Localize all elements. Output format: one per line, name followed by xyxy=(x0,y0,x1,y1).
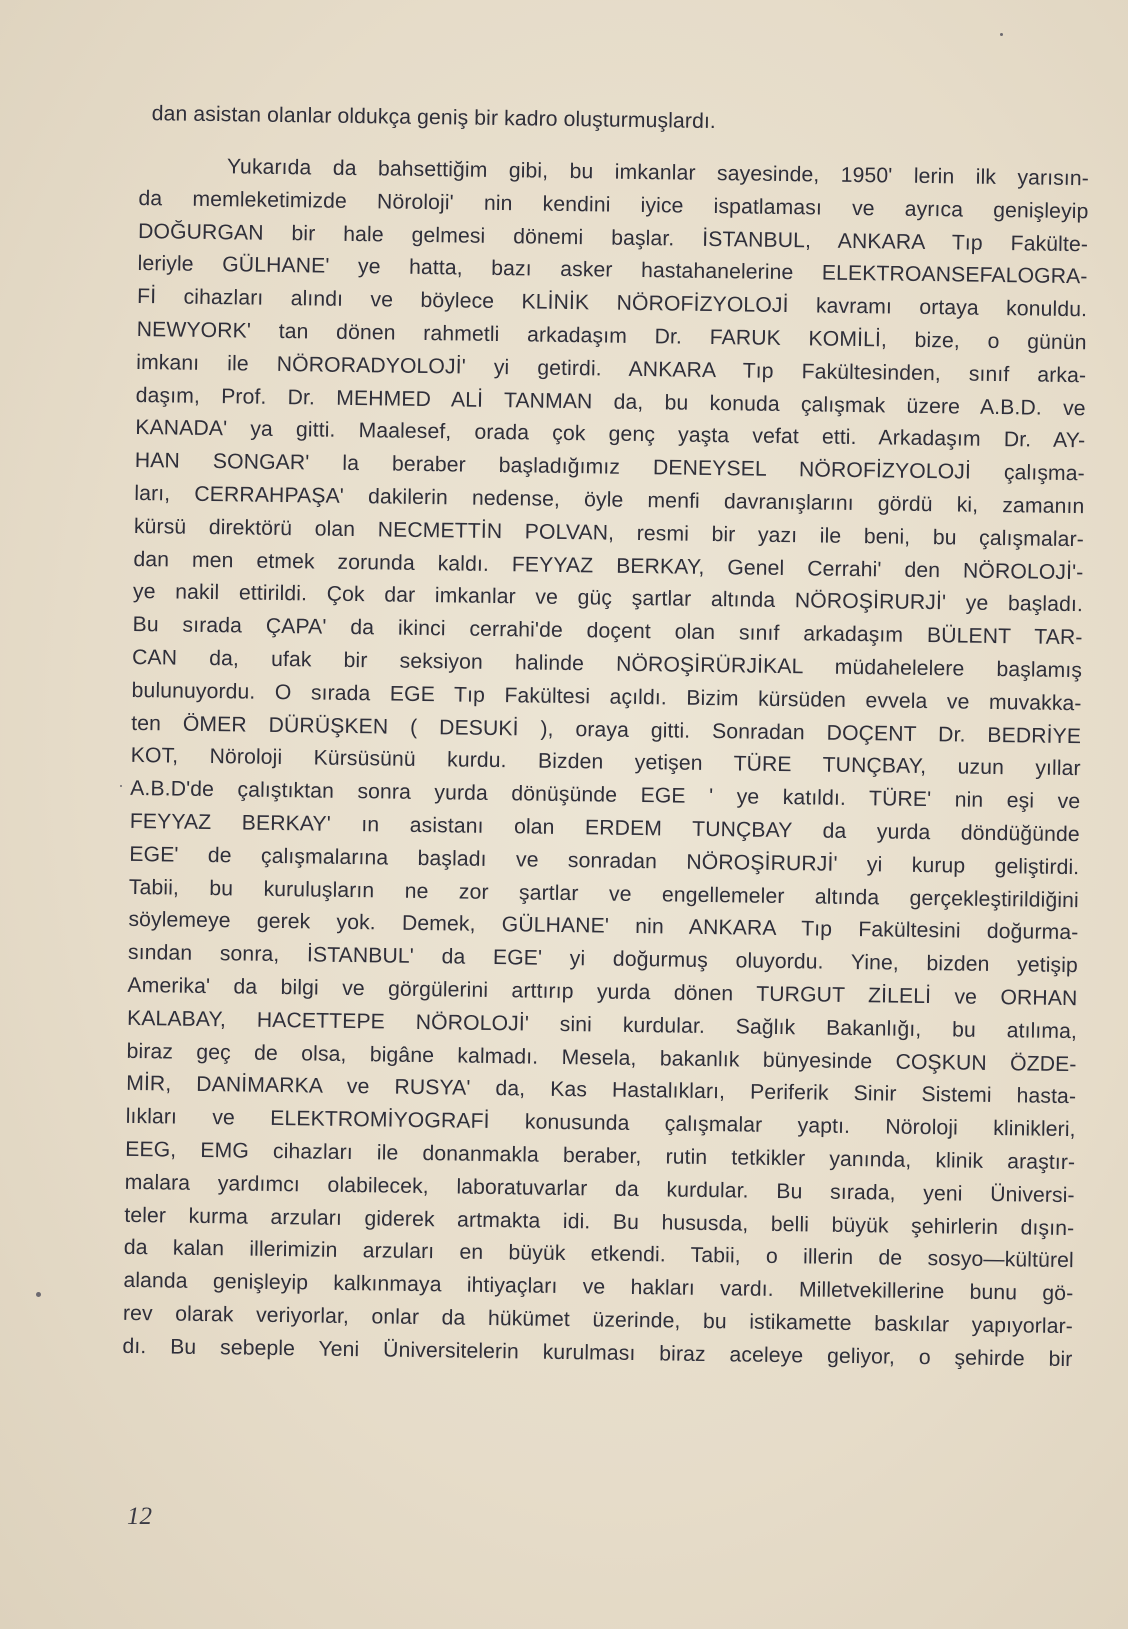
text-line: KANADA' ya gitti. Maalesef, orada çok genç yaşta vefat etti. Arkadaşım Dr. AY- xyxy=(135,416,1086,453)
text-line: dı. Bu sebeple Yeni Üniversitelerin kurulması biraz aceleye geliyor, o şehirde bir xyxy=(122,1334,1073,1371)
text-line: söylemeye gerek yok. Demek, GÜLHANE' nin ANKARA Tıp Fakültesini doğurma- xyxy=(128,908,1079,945)
text-line: FEYYAZ BERKAY' ın asistanı olan ERDEM TUNÇBAY da yurda döndüğünde xyxy=(129,809,1080,847)
text-line: sından sonra, İSTANBUL' da EGE' yi doğurmuş oluyordu. Yine, bizden yetişip xyxy=(127,941,1079,978)
text-line: lıkları ve ELEKTROMİYOGRAFİ konusunda çalışmalar yaptı. Nöroloji klinikleri, xyxy=(125,1105,1076,1142)
text-line: ye nakil ettirildi. Çok dar imkanlar ve güç şartlar altında NÖROŞİRURJİ' ye başladı. xyxy=(132,580,1084,617)
ink-speck xyxy=(120,785,122,787)
text-line: ları, CERRAHPAŞA' dakilerin nedense, öyle menfi davranışlarını gördü ki, zamanın xyxy=(134,481,1085,519)
text-line: DOĞURGAN bir hale gelmesi dönemi başlar. İSTANBUL, ANKARA Tıp Fakülte- xyxy=(137,219,1089,256)
text-line: leriyle GÜLHANE' ye hatta, bazı asker hastahanelerine ELEKTROANSEFALOGRA- xyxy=(137,252,1088,289)
text-line: Amerika' da bilgi ve görgülerini arttırıp yurda dönen TURGUT ZİLELİ ve ORHAN xyxy=(127,973,1078,1011)
paragraph xyxy=(122,150,1089,1377)
text-line: malara yardımcı olabilecek, laboratuvarlar da kurdular. Bu sırada, yeni Üniversi- xyxy=(124,1170,1075,1207)
text-line: biraz geç de olsa, bigâne kalmadı. Mesela, bakanlık bünyesinde COŞKUN ÖZDE- xyxy=(126,1039,1077,1076)
page-number: 12 xyxy=(127,1503,152,1530)
text-line: EEG, EMG cihazları ile donanmakla beraber, rutin tetkikler yanında, klinik araştır- xyxy=(125,1137,1076,1175)
text-line: KALABAY, HACETTEPE NÖROLOJİ' sini kurdular. Sağlık Bakanlığı, bu atılıma, xyxy=(126,1006,1078,1043)
text-line: Yukarıda da bahsettiğim gibi, bu imkanlar sayesinde, 1950' lerin ilk yarısın- xyxy=(226,155,1090,191)
text-line: EGE' de çalışmalarına başladı ve sonradan NÖROŞİRURJİ' yi kurup geliştirdi. xyxy=(129,842,1080,879)
text-line: alanda genişleyip kalkınmaya ihtiyaçları ve hakları vardı. Milletvekillerine bunu gö- xyxy=(123,1268,1074,1306)
text-line: CAN da, ufak bir seksiyon halinde NÖROŞİRÜRJİKAL müdahelelere başlamış xyxy=(131,645,1083,683)
text-line: dan men etmek zorunda kaldı. FEYYAZ BERKAY, Genel Cerrahi' den NÖROLOJİ'- xyxy=(133,547,1084,584)
text-line: da memleketimizde Nöroloji' nin kendini iyice ispatlaması ve ayrıca genişleyip xyxy=(138,186,1089,224)
text-line: Fİ cihazları alındı ve böylece KLİNİK NÖROFİZYOLOJİ kavramı ortaya konuldu. xyxy=(136,285,1088,322)
body-text xyxy=(122,92,1100,1371)
text-line: da kalan illerimizin arzuları en büyük etkendi. Tabii, o illerin de sosyo—kültürel xyxy=(123,1236,1074,1273)
continuation-line: dan asistan olanlar oldukça geniş bir kadro oluşturmuşlardı. xyxy=(151,102,717,134)
text-line: imkanı ile NÖRORADYOLOJİ' yi getirdi. ANKARA Tıp Fakültesinden, sınıf arka- xyxy=(136,350,1087,388)
ink-speck xyxy=(1000,33,1003,36)
text-line: daşım, Prof. Dr. MEHMED ALİ TANMAN da, bu konuda çalışmak üzere A.B.D. ve xyxy=(135,383,1086,420)
text-line: rev olarak veriyorlar, onlar da hükümet üzerinde, bu istikamette baskılar yapıyorlar- xyxy=(122,1301,1074,1339)
text-line: NEWYORK' tan dönen rahmetli arkadaşım Dr. FARUK KOMİLİ, bize, o günün xyxy=(136,317,1087,355)
text-line: kürsü direktörü olan NECMETTİN POLVAN, resmi bir yazı ile beni, bu çalışmalar- xyxy=(133,514,1085,551)
text-line: MİR, DANİMARKA ve RUSYA' da, Kas Hastalıkları, Periferik Sinir Sistemi hasta- xyxy=(125,1072,1077,1109)
text-line: bulunuyordu. O sırada EGE Tıp Fakültesi açıldı. Bizim kürsüden evvela ve muvakka- xyxy=(131,678,1082,715)
text-line: Bu sırada ÇAPA' da ikinci cerrahi'de doçent olan sınıf arkadaşım BÜLENT TAR- xyxy=(132,613,1083,650)
text-line: KOT, Nöroloji Kürsüsünü kurdu. Bizden yetişen TÜRE TUNÇBAY, uzun yıllar xyxy=(130,744,1081,781)
text-line: ten ÖMER DÜRÜŞKEN ( DESUKİ ), oraya gitti. Sonradan DOÇENT Dr. BEDRİYE xyxy=(131,711,1082,748)
text-line: Tabii, bu kuruluşların ne zor şartlar ve engellemeler altında gerçekleştirildiğini xyxy=(128,875,1079,912)
text-line: A.B.D'de çalıştıktan sonra yurda dönüşünde EGE ' ye katıldı. TÜRE' nin eşi ve xyxy=(130,777,1081,814)
text-line: teler kurma arzuları giderek artmakta idi. Bu hususda, belli büyük şehirlerin dışın- xyxy=(124,1203,1075,1240)
ink-speck xyxy=(36,1292,41,1297)
text-line: HAN SONGAR' la beraber başladığımız DENEYSEL NÖROFİZYOLOJİ çalışma- xyxy=(134,449,1085,486)
